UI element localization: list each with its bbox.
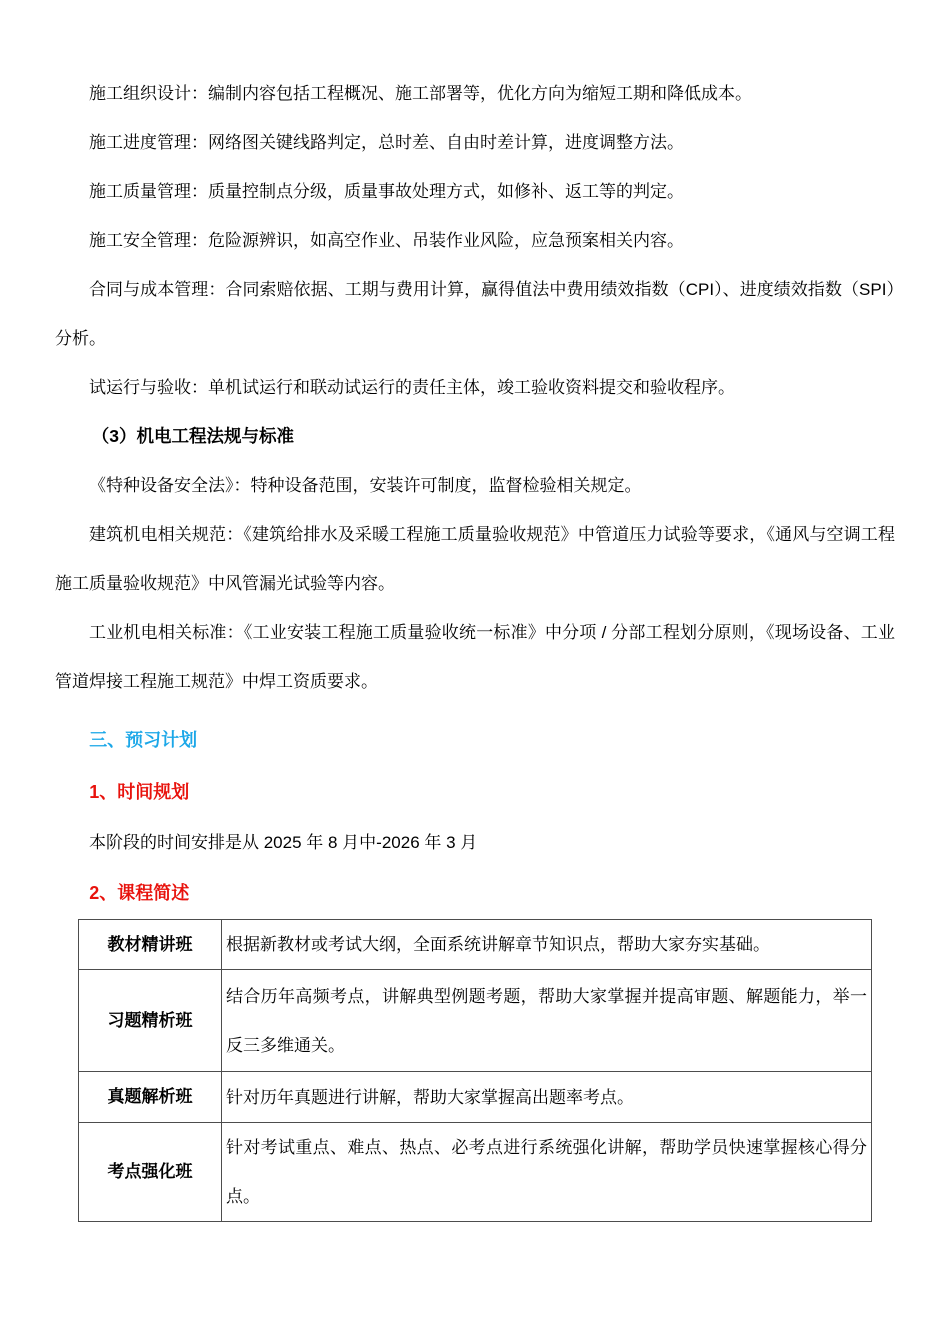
paragraph-contract-cost-management: 合同与成本管理：合同索赔依据、工期与费用计算，赢得值法中费用绩效指数（CPI）、进度绩效指数（SPI）分析。 bbox=[55, 280, 895, 348]
course-desc-cell: 根据新教材或考试大纲，全面系统讲解章节知识点，帮助大家夯实基础。 bbox=[222, 920, 872, 970]
paragraph-industrial-me-standards: 工业机电相关标准：《工业安装工程施工质量验收统一标准》中分项 / 分部工程划分原则，《现场设备、工业管道焊接工程施工规范》中焊工资质要求。 bbox=[55, 623, 895, 691]
paragraph-construction-org-design: 施工组织设计：编制内容包括工程概况、施工部署等，优化方向为缩短工期和降低成本。 bbox=[89, 84, 752, 103]
course-desc-cell: 针对考试重点、难点、热点、必考点进行系统强化讲解，帮助学员快速掌握核心得分点。 bbox=[222, 1123, 872, 1222]
table-row bbox=[79, 970, 872, 1072]
paragraph-schedule-management: 施工进度管理：网络图关键线路判定，总时差、自由时差计算，进度调整方法。 bbox=[89, 133, 684, 152]
section-heading-preview-plan: 三、预习计划 bbox=[89, 730, 198, 750]
heading-mechanical-electrical-regulations: （3）机电工程法规与标准 bbox=[91, 426, 294, 446]
course-desc-cell: 结合历年高频考点，讲解典型例题考题，帮助大家掌握并提高审题、解题能力，举一反三多维通关。 bbox=[222, 970, 872, 1072]
course-summary-table bbox=[78, 919, 872, 1222]
paragraph-building-me-codes: 建筑机电相关规范：《建筑给排水及采暖工程施工质量验收规范》中管道压力试验等要求，《通风与空调工程施工质量验收规范》中风管漏光试验等内容。 bbox=[55, 525, 895, 593]
subheading-time-plan: 1、时间规划 bbox=[89, 782, 190, 802]
table-row bbox=[79, 1072, 872, 1123]
table-row bbox=[79, 920, 872, 970]
paragraph-time-arrangement: 本阶段的时间安排是从 2025 年 8 月中-2026 年 3 月 bbox=[89, 833, 478, 852]
paragraph-special-equipment-law: 《特种设备安全法》：特种设备范围，安装许可制度，监督检验相关规定。 bbox=[89, 476, 642, 495]
course-name-cell: 真题解析班 bbox=[79, 1072, 222, 1123]
table-row bbox=[79, 1123, 872, 1222]
course-name-cell: 考点强化班 bbox=[79, 1123, 222, 1222]
paragraph-safety-management: 施工安全管理：危险源辨识，如高空作业、吊装作业风险，应急预案相关内容。 bbox=[89, 231, 684, 250]
course-name-cell: 习题精析班 bbox=[79, 970, 222, 1072]
subheading-course-summary: 2、课程简述 bbox=[89, 883, 190, 903]
course-name-cell: 教材精讲班 bbox=[79, 920, 222, 970]
course-desc-cell: 针对历年真题进行讲解，帮助大家掌握高出题率考点。 bbox=[222, 1072, 872, 1123]
paragraph-quality-management: 施工质量管理：质量控制点分级，质量事故处理方式，如修补、返工等的判定。 bbox=[89, 182, 684, 201]
paragraph-trial-run-acceptance: 试运行与验收：单机试运行和联动试运行的责任主体，竣工验收资料提交和验收程序。 bbox=[89, 378, 735, 397]
